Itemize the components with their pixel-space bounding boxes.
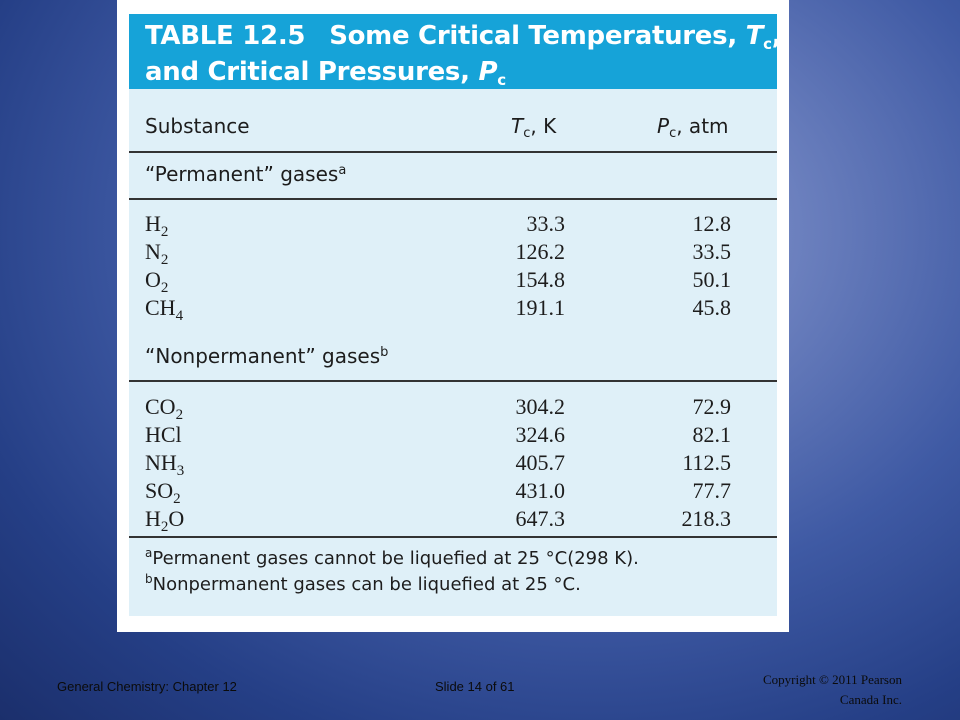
substance-formula — [145, 506, 184, 536]
section-divider — [129, 380, 777, 382]
table-row — [145, 450, 745, 478]
column-header-row — [145, 114, 761, 144]
table-title-band — [129, 14, 782, 89]
formula-subscript: 2 — [160, 252, 169, 268]
footnote-marker: b — [145, 572, 153, 586]
formula-base: CH — [145, 295, 176, 320]
formula-base: N — [145, 239, 161, 264]
column-header-tc — [511, 114, 556, 141]
tc-value: 405.7 — [515, 450, 565, 475]
formula-rest: O — [168, 506, 185, 531]
pc-value: 12.8 — [692, 211, 731, 236]
pc-value: 50.1 — [692, 267, 731, 292]
footer-slide-number: Slide 14 of 61 — [435, 679, 515, 694]
table-title — [145, 21, 782, 94]
tc-var: T — [511, 114, 524, 138]
tc-value: 647.3 — [515, 506, 565, 531]
pc-value: 218.3 — [681, 506, 731, 531]
table-row — [145, 478, 745, 506]
section-divider — [129, 198, 777, 200]
table-row — [145, 506, 745, 534]
substance-formula — [145, 239, 168, 269]
title-line2: and Critical Pressures, — [145, 57, 479, 87]
table-row — [145, 295, 745, 323]
formula-base: O — [145, 267, 161, 292]
substance-formula — [145, 422, 182, 452]
footnote-marker: a — [145, 546, 153, 560]
substance-formula — [145, 211, 168, 241]
formula-subscript: 2 — [160, 224, 169, 240]
footnote-marker: a — [338, 163, 347, 178]
formula-subscript: 2 — [160, 280, 169, 296]
title-var-t: T — [745, 21, 764, 51]
table-row — [145, 239, 745, 267]
table-row — [145, 267, 745, 295]
tc-value: 154.8 — [515, 267, 565, 292]
pc-value: 72.9 — [692, 394, 731, 419]
column-header-pc — [657, 114, 729, 141]
substance-formula — [145, 450, 184, 480]
substance-formula — [145, 394, 183, 424]
pc-value: 45.8 — [692, 295, 731, 320]
formula-subscript: 2 — [173, 491, 181, 507]
title-var-p: P — [478, 57, 498, 87]
tc-unit: , K — [530, 114, 557, 138]
title-line1: Some Critical Temperatures, — [329, 21, 746, 51]
tc-value: 304.2 — [515, 394, 565, 419]
formula-base: HCl — [145, 422, 182, 447]
title-var-t-sub: c — [763, 35, 772, 53]
footnote-b — [145, 572, 581, 595]
tc-value: 33.3 — [526, 211, 565, 236]
pc-value: 33.5 — [692, 239, 731, 264]
footer-chapter: General Chemistry: Chapter 12 — [57, 679, 237, 694]
tc-value: 431.0 — [515, 478, 565, 503]
pc-sub: c — [669, 126, 677, 141]
formula-base: CO — [145, 394, 176, 419]
substance-formula — [145, 295, 183, 325]
pc-unit: , atm — [676, 114, 729, 138]
tc-value: 126.2 — [515, 239, 565, 264]
tc-value: 324.6 — [515, 422, 565, 447]
footnote-text: Nonpermanent gases can be liquefied at 25 °C. — [152, 574, 581, 595]
critical-properties-table — [129, 14, 782, 616]
formula-base: H — [145, 506, 161, 531]
formula-subscript: 2 — [160, 519, 169, 535]
tc-sub: c — [523, 126, 531, 141]
section-label-permanent — [145, 162, 346, 186]
copyright-line2: Canada Inc. — [839, 692, 902, 707]
formula-base: H — [145, 211, 161, 236]
footnote-text: Permanent gases cannot be liquefied at 25 °C(298 K). — [152, 548, 639, 569]
title-comma: , — [771, 21, 782, 51]
formula-base: SO — [145, 478, 174, 503]
footnote-marker: b — [380, 345, 389, 360]
formula-subscript: 2 — [175, 407, 184, 423]
substance-formula — [145, 478, 181, 508]
table-row — [145, 422, 745, 450]
footnote-a — [145, 546, 639, 569]
formula-base: NH — [145, 450, 177, 475]
substance-formula — [145, 267, 168, 297]
tc-value: 191.1 — [515, 295, 565, 320]
pc-value: 112.5 — [682, 450, 731, 475]
footer-copyright — [690, 670, 902, 710]
table-image-frame — [117, 0, 789, 632]
table-row — [145, 394, 745, 422]
column-header-substance: Substance — [145, 114, 250, 138]
section-label-nonpermanent — [145, 344, 388, 368]
pc-value: 82.1 — [692, 422, 731, 447]
title-var-p-sub: c — [497, 71, 506, 89]
footnote-divider — [129, 536, 777, 538]
section-label-text: “Permanent” gases — [145, 162, 339, 186]
header-divider — [129, 151, 777, 153]
formula-subscript: 3 — [176, 463, 185, 479]
pc-value: 77.7 — [692, 478, 731, 503]
copyright-line1: Copyright © 2011 Pearson — [762, 672, 902, 687]
table-row — [145, 211, 745, 239]
table-number: TABLE 12.5 — [145, 21, 306, 51]
pc-var: P — [657, 114, 670, 138]
section-label-text: “Nonpermanent” gases — [145, 344, 381, 368]
formula-subscript: 4 — [175, 308, 184, 324]
